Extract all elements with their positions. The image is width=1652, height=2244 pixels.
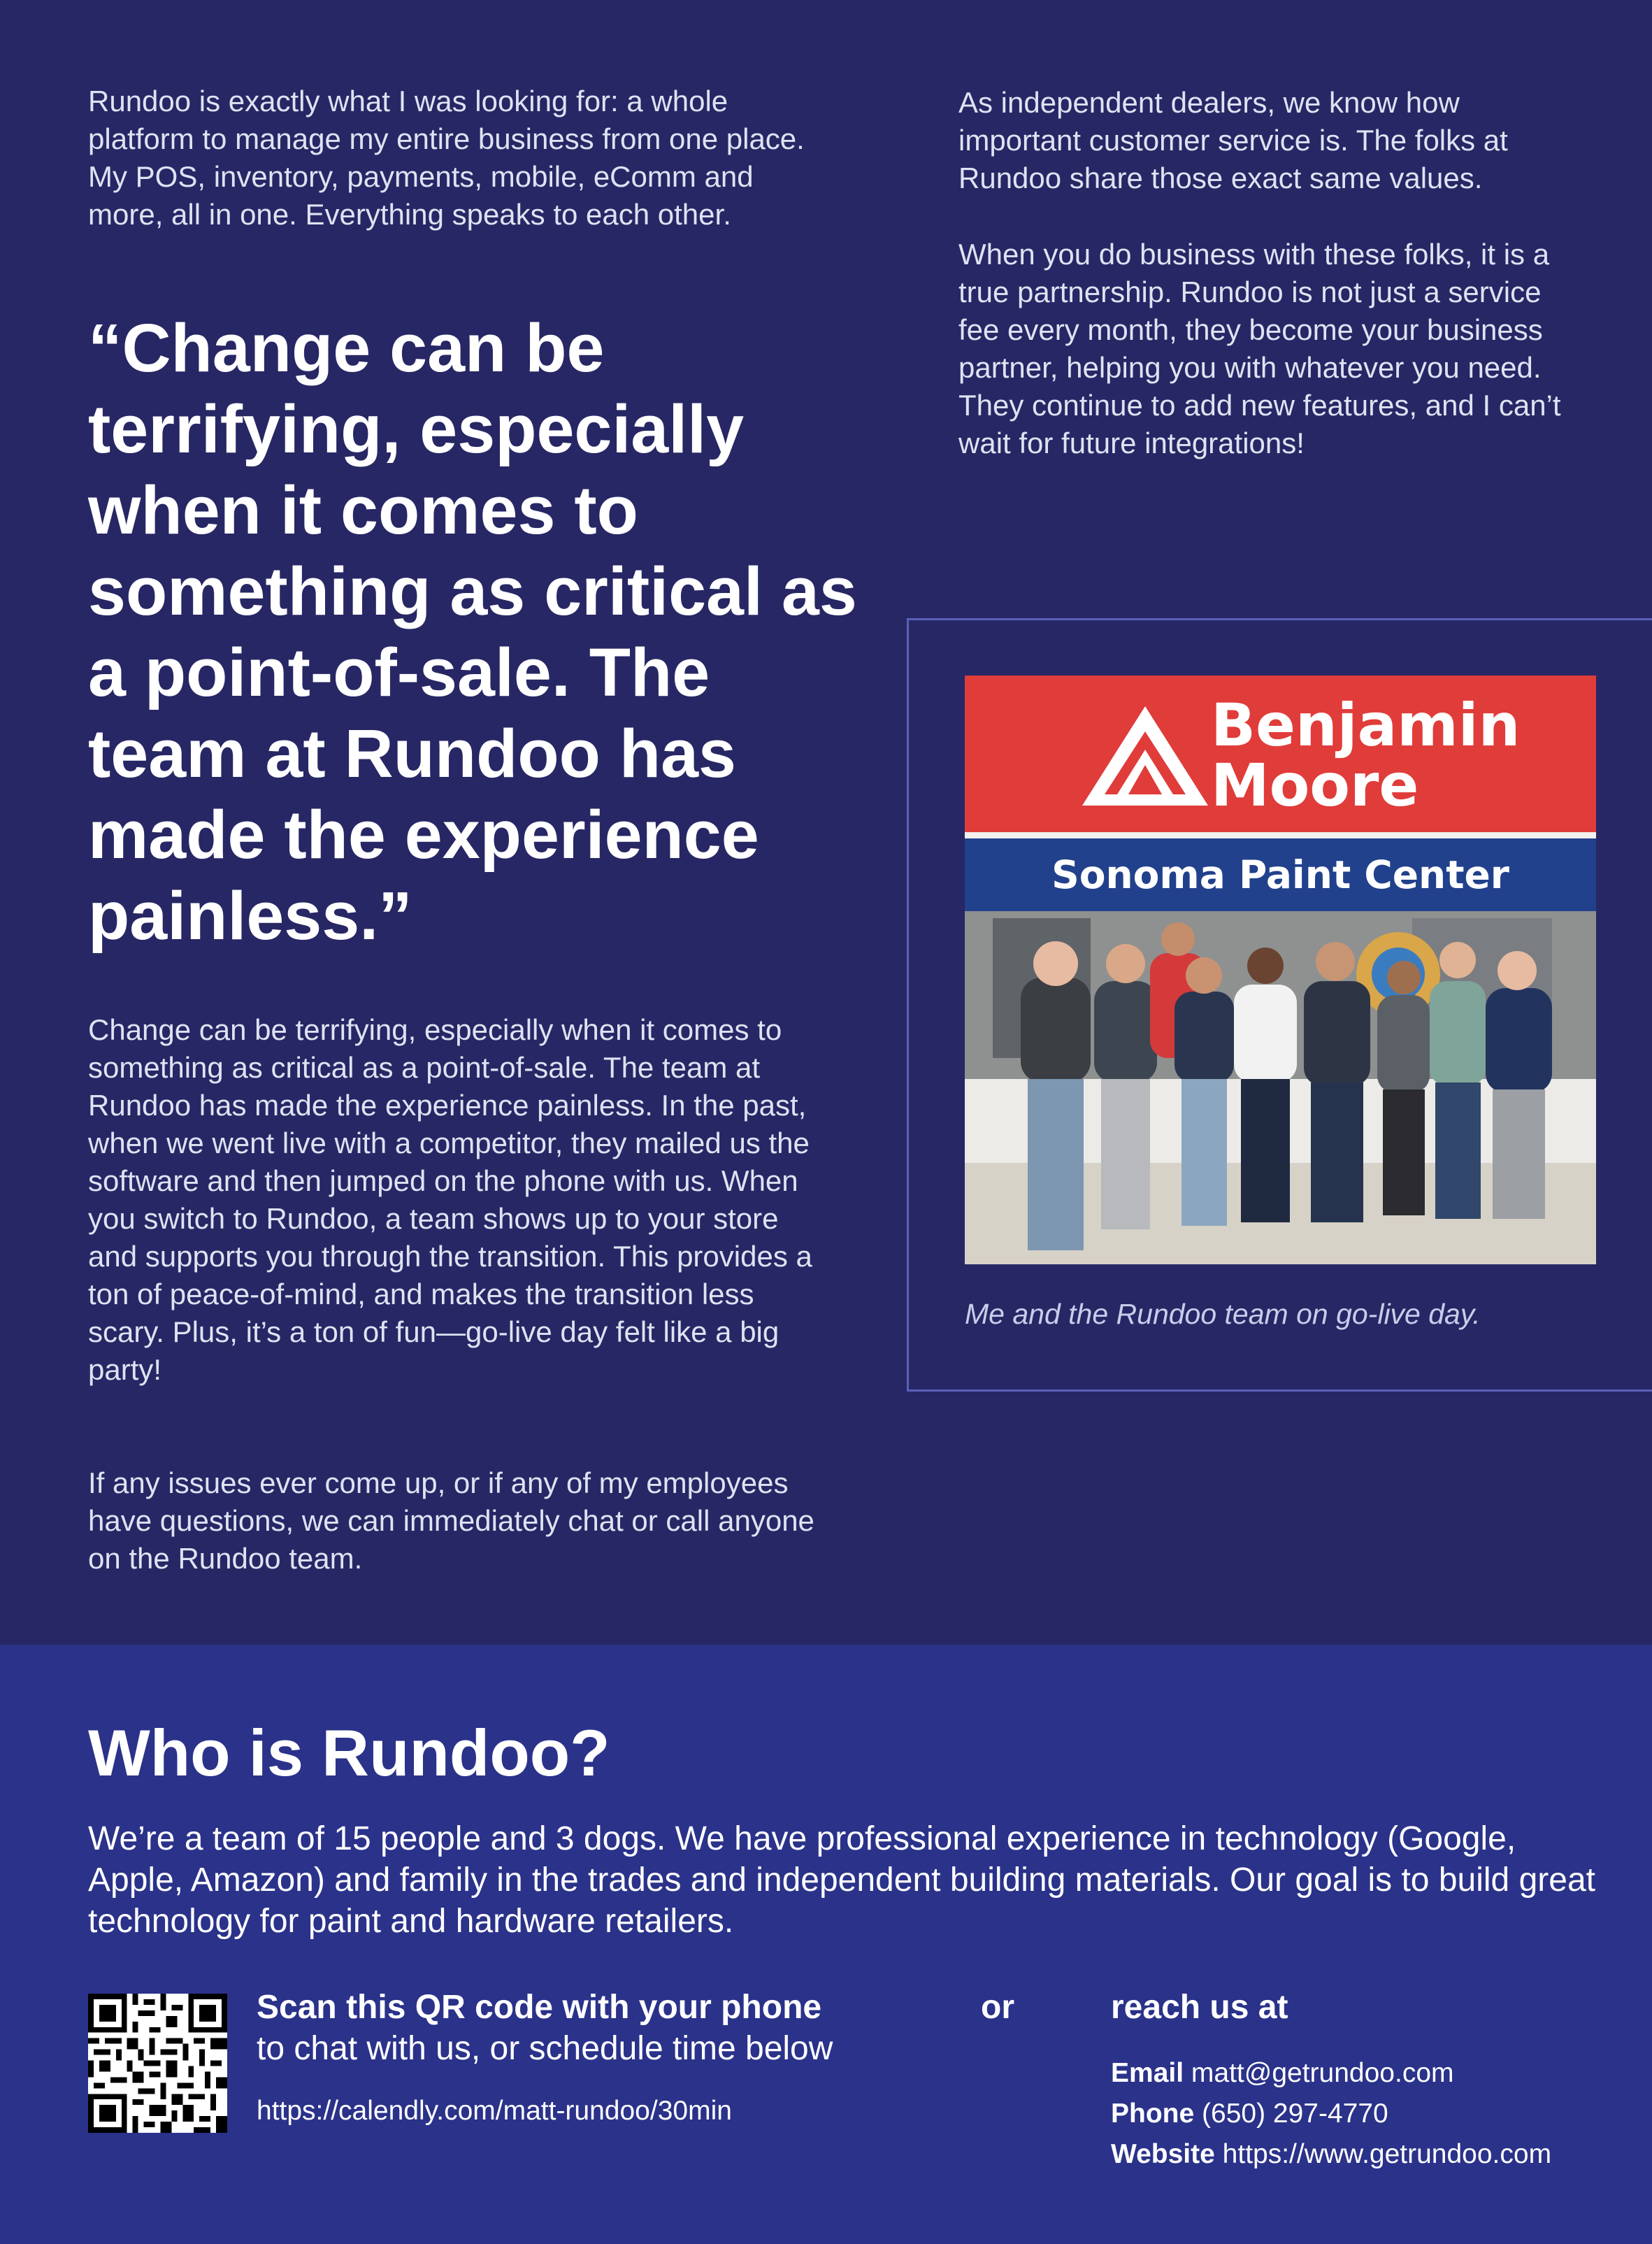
photo-caption: Me and the Rundoo team on go-live day. bbox=[965, 1298, 1481, 1330]
qr-cta-title: Scan this QR code with your phone bbox=[257, 1989, 822, 2026]
website-link[interactable]: https://www.getrundoo.com bbox=[1222, 2139, 1552, 2169]
phone-label: Phone bbox=[1111, 2099, 1195, 2129]
body-paragraph-2: If any issues ever come up, or if any of my employees have questions, we can immediately chat or call anyone on the Rundoo team. bbox=[88, 1466, 814, 1575]
body-paragraph-1: Change can be terrifying, especially when it comes to something as critical as a point-of-sale. The team at Rundoo has made the experience painless. In the past, when we went live with a competitor, they mailed us the software and then jumped on the phone with us. When you switch to Rundoo, a team shows up to your store and supports you through the transition. This provides a ton of peace-of-mind, and makes the transition less scary. Plus, it’s a ton of fun—go-live day felt like a big party! bbox=[88, 1013, 812, 1386]
contact-website bbox=[1111, 2139, 1551, 2170]
email-label: Email bbox=[1111, 2058, 1184, 2088]
website-label: Website bbox=[1111, 2139, 1215, 2169]
brand-line-2: Moore bbox=[1211, 751, 1419, 820]
right-paragraph-1: As independent dealers, we know how important customer service is. The folks at Rundoo share those exact same values. bbox=[958, 86, 1508, 194]
contact-email bbox=[1111, 2058, 1454, 2089]
pull-quote: “Change can be terrifying, especially when it comes to something as critical as a point-of-sale. The team at Rundoo has made the experience painless.” bbox=[88, 310, 857, 954]
store-name: Sonoma Paint Center bbox=[1051, 852, 1509, 897]
phone-link[interactable]: (650) 297-4770 bbox=[1202, 2099, 1388, 2129]
intro-paragraph: Rundoo is exactly what I was looking for: a whole platform to manage my entire business from one place. My POS, inventory, payments, mobile, eComm and more, all in one. Everything speaks to each other. bbox=[88, 85, 805, 231]
calendly-link[interactable]: https://calendly.com/matt-rundoo/30min bbox=[257, 2096, 732, 2126]
about-body: We’re a team of 15 people and 3 dogs. We have professional experience in technology (Google, Apple, Amazon) and family in the trades and independent building materials. Our goal is to build great technology for paint and hardware retailers. bbox=[88, 1820, 1595, 1940]
qr-code[interactable] bbox=[88, 1994, 227, 2133]
reach-us-heading: reach us at bbox=[1111, 1989, 1288, 2026]
qr-code-icon bbox=[88, 1994, 227, 2133]
email-link[interactable]: matt@getrundoo.com bbox=[1191, 2058, 1454, 2088]
brand-line-1: Benjamin bbox=[1211, 691, 1521, 759]
brand-name bbox=[1211, 691, 1521, 820]
brand-sign bbox=[965, 676, 1596, 832]
or-separator: or bbox=[981, 1989, 1014, 2026]
team-photo bbox=[965, 676, 1596, 1264]
about-title: Who is Rundoo? bbox=[88, 1716, 610, 1789]
benjamin-moore-logo-icon bbox=[1075, 701, 1215, 813]
contact-phone bbox=[1111, 2099, 1388, 2129]
team-group-illustration bbox=[965, 911, 1596, 1264]
qr-cta-subtitle: to chat with us, or schedule time below bbox=[257, 2030, 833, 2067]
right-paragraph-2: When you do business with these folks, it is a true partnership. Rundoo is not just a service fee every month, they become your business partner, helping you with whatever you need. They continue to add new features, and I can’t wait for future integrations! bbox=[958, 238, 1561, 459]
